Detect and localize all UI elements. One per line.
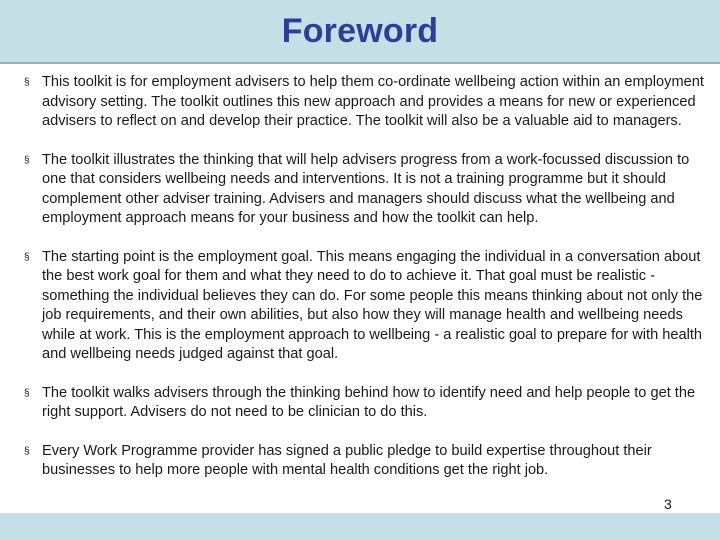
bullet-item [0, 151, 720, 229]
bullet-item [0, 73, 720, 132]
bullet-text: This toolkit is for employment advisers to help them co-ordinate wellbeing action within an employment advisory setting. The toolkit outlines this new approach and provides a means for new or experienced advisers to reflect on and develop their practice. The toolkit will also be a valuable aid to managers. [42, 74, 704, 129]
bullet-icon: § [24, 387, 30, 399]
title-band [0, 0, 720, 62]
slide-title: Foreword [281, 11, 439, 50]
bullet-icon: § [24, 77, 30, 88]
page-number: 3 [664, 496, 672, 512]
bullet-list [0, 73, 720, 500]
bullet-item [0, 384, 720, 423]
bullet-icon: § [24, 445, 30, 457]
footer-band [0, 513, 720, 540]
bullet-text: The starting point is the employment goal. This means engaging the individual in a conversation about the best work goal for them and what they need to do to achieve it. That goal must be realistic - something the individual believes they can do. For some people this means thinking about not only the job requirements, and their own abilities, but also how they will manage health and wellbeing needs while at work. This is the employment approach to wellbeing - a realistic goal to prepare for with health and wellbeing needs judged against that goal. [42, 248, 703, 362]
bullet-item [0, 442, 720, 481]
bullet-text: The toolkit illustrates the thinking that will help advisers progress from a work-focussed discussion to one that considers wellbeing needs and interventions. It is not a training programme but it should complement other adviser training. Advisers and managers should discuss what the wellbeing and employment approach means for your business and how the toolkit can help. [42, 151, 690, 226]
bullet-icon: § [24, 154, 30, 166]
bullet-item [0, 248, 720, 365]
bullet-text: The toolkit walks advisers through the thinking behind how to identify need and help people to get the right support. Advisers do not need to be clinician to do this. [42, 384, 696, 420]
bullet-icon: § [24, 251, 30, 263]
title-divider [0, 62, 720, 64]
bullet-text: Every Work Programme provider has signed a public pledge to build expertise throughout their businesses to help more people with mental health conditions get the right job. [42, 442, 652, 478]
